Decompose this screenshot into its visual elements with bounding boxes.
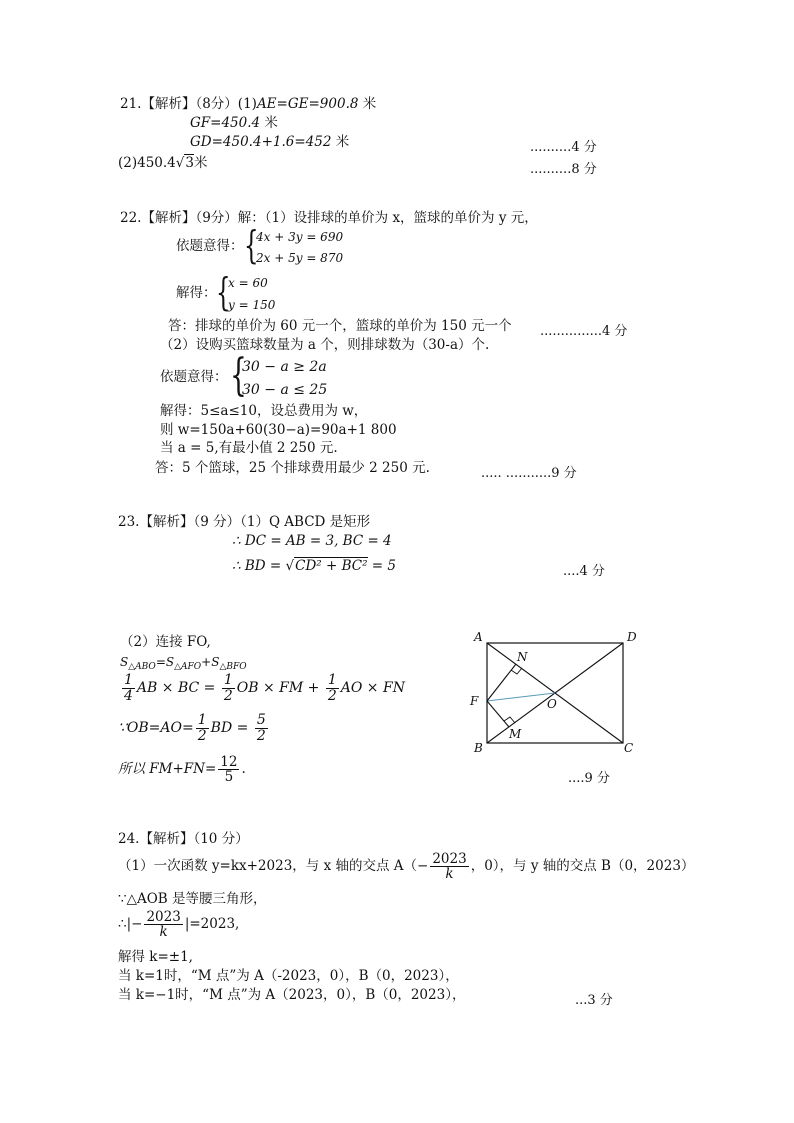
q21-score1: ..........4 分: [530, 140, 597, 155]
fraction: $\frac{2023}{k}$: [146, 909, 181, 941]
q23-frac-eq3: 所以 FM+FN= $\frac{12}{5}$ .: [118, 754, 246, 786]
q21-line4: [118, 157, 207, 171]
fraction: $\frac{12}{5}$: [220, 754, 238, 786]
q22-jie1: 解得：: [176, 285, 217, 301]
q22-sol-a: x = 60: [228, 276, 268, 290]
fraction: $\frac{1}{2}$: [327, 672, 337, 704]
q23-frac-eq2: ∵OB=AO= $\frac{1}{2}$ BD = $\frac{5}{2}$: [118, 712, 266, 744]
label-f: F: [470, 694, 479, 708]
label-b: B: [474, 741, 483, 755]
label-m: M: [509, 727, 522, 741]
q23-score2: ....9 分: [568, 771, 610, 786]
q24-head: 24.【解析】（10 分）: [118, 831, 249, 847]
q22-yiti1: 依题意得：: [176, 238, 244, 254]
sqrt-sign: √: [175, 155, 185, 171]
fraction: $\frac{1}{2}$: [197, 712, 207, 744]
q22-sol-b: y = 150: [228, 298, 276, 312]
brace-2: {: [216, 270, 231, 314]
q22-ineq-b: 30 − a ≤ 25: [242, 382, 328, 398]
label-d: D: [627, 630, 637, 644]
segment-fo: [487, 693, 555, 701]
fraction: $\frac{1}{4}$: [124, 672, 133, 704]
q22-jie2: 解得：5≤a≤10，设总费用为 w，: [160, 403, 368, 419]
label-a: A: [474, 630, 483, 644]
q23-line1: ∴ DC = AB = 3, BC = 4: [232, 533, 392, 549]
q23-area-eq: $S_{\triangle ABO}=S_{\triangle AFO}+S_{\triangle BFO}$: [120, 655, 247, 672]
q23-bd-post: = 5: [367, 558, 396, 574]
label-o: O: [547, 697, 557, 711]
q21-head: 21.【解析】（8分）(1): [120, 96, 257, 112]
q21-unit2: 米: [260, 115, 278, 131]
q22-yiti2: 依题意得：: [160, 369, 228, 385]
q21-eq1: AE=GE=900.8: [256, 96, 359, 112]
q22-ze: 则 w=150a+60(30−a)=90a+1 800: [160, 422, 397, 438]
q23-part2: （2）连接 FO,: [120, 634, 211, 650]
q21-unit1: 米: [358, 96, 377, 112]
q22-ineq-a: 30 − a ≥ 2a: [242, 359, 327, 375]
q23-line2: [232, 560, 396, 574]
q22-score2: ..... ...........9 分: [481, 466, 577, 481]
sqrt-sign: √: [285, 558, 295, 574]
label-c: C: [624, 741, 634, 755]
q21-line3: [190, 136, 349, 150]
q22-ans1: 答：排球的单价为 60 元一个，篮球的单价为 150 元一个: [168, 318, 512, 334]
q24-line1: （1）一次函数 y=kx+2023，与 x 轴的交点 A（− $\frac{2023}{k}$ ，0），与 y 轴的交点 B（0，2023）: [118, 851, 695, 883]
rectangle-figure: [466, 628, 646, 758]
q23-head: 23.【解析】（9 分）（1）Q ABCD 是矩形: [118, 514, 371, 530]
q24-line2: ∵△AOB 是等腰三角形，: [118, 891, 267, 907]
q21-radicand: 3: [185, 155, 194, 171]
q22-eq1a: 4x + 3y = 690: [256, 230, 344, 244]
fraction: $\frac{2023}{k}$: [432, 851, 467, 883]
q21-unit4: 米: [193, 155, 208, 171]
right-angle-m: [504, 717, 515, 723]
brace-3: {: [230, 350, 247, 401]
q21-line1: [120, 98, 376, 112]
q21-part2: (2)450.4: [118, 155, 176, 171]
q21-eq2: GF=450.4: [190, 115, 261, 131]
q21-eq3: GD=450.4+1.6=452: [190, 134, 332, 150]
q22-part2: （2）设购买篮球数量为 a 个，则排球数为（30-a）个.: [160, 337, 490, 353]
q21-score2: ..........8 分: [530, 162, 597, 177]
fraction: $\frac{1}{2}$: [223, 672, 233, 704]
q21-line2: [190, 117, 278, 131]
segment-fm: [487, 701, 509, 727]
q24-line6: 当 k=−1时，“M 点”为 A（2023，0），B（0，2023），: [118, 987, 466, 1003]
q22-head: 22.【解析】（9分）解：（1）设排球的单价为 x，篮球的单价为 y 元，: [120, 210, 538, 226]
q21-unit3: 米: [331, 134, 350, 150]
q23-radicand: CD² + BC²: [295, 558, 368, 574]
segment-fn: [487, 664, 516, 701]
q22-ans2: 答：5 个篮球，25 个排球费用最少 2 250 元.: [155, 460, 430, 476]
label-n: N: [517, 650, 528, 664]
q23-bd-pre: ∴ BD =: [232, 558, 286, 574]
q24-line5: 当 k=1时，“M 点”为 A（-2023，0），B（0，2023），: [118, 968, 459, 984]
q24-score: ...3 分: [575, 993, 613, 1008]
q22-dang: 当 a = 5,有最小值 2 250 元.: [160, 440, 338, 456]
q23-frac-eq1: $\frac{1}{4}$ AB × BC = $\frac{1}{2}$ OB × FM + $\frac{1}{2}$ AO × FN: [124, 672, 405, 704]
brace-1: {: [244, 223, 259, 267]
q22-score1: ...............4 分: [540, 324, 628, 339]
q24-line4: 解得 k=±1,: [118, 949, 193, 965]
q22-eq1b: 2x + 5y = 870: [256, 251, 344, 265]
q24-line3: ∴|− $\frac{2023}{k}$ |=2023,: [118, 909, 240, 941]
q23-score1: ....4 分: [563, 564, 605, 579]
fraction: $\frac{5}{2}$: [256, 712, 266, 744]
